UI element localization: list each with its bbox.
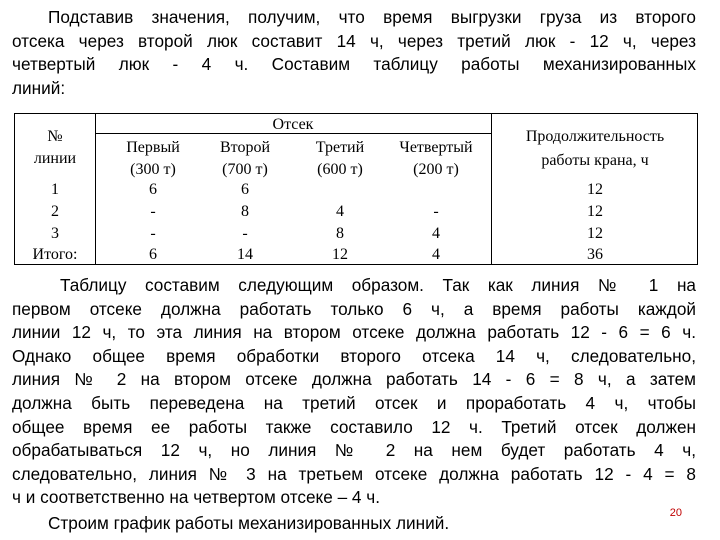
body-line: обрабатываться 12 ч, но линия № 2 на нем будет работать 4 ч, — [12, 440, 696, 461]
table-cell-duration: 12 — [587, 181, 603, 198]
table-cell: - — [242, 225, 248, 242]
table-cell: 14 — [237, 246, 253, 263]
table-cell: - — [150, 225, 156, 242]
header-duration: Продолжительность — [525, 128, 665, 145]
intro-line: линий: — [12, 77, 66, 98]
table-cell: - — [433, 203, 439, 220]
table-row-total-label: Итого: — [32, 246, 78, 263]
page-number: 20 — [669, 507, 682, 519]
header-col-1: Первый — [126, 139, 180, 156]
header-col-3-load: (600 т) — [317, 161, 363, 178]
body-line: линии 12 ч, то эта линия на втором отсеке должна работать 12 - 6 = 6 ч. — [12, 322, 696, 343]
mechanized-lines-table — [14, 113, 698, 265]
intro-line: Подставив значения, получим, что время выгрузки груза из второго — [48, 7, 696, 27]
header-compartment: Отсек — [272, 116, 314, 133]
table-cell: 4 — [432, 225, 440, 242]
body-line: Таблицу составим следующим образом. Так как линия № 1 на — [60, 275, 696, 295]
header-col-2: Второй — [219, 139, 270, 156]
body-line: должна быть переведена на третий отсек и проработать 4 ч, чтобы — [12, 392, 696, 413]
header-col-1-load: (300 т) — [130, 161, 176, 178]
intro-paragraph — [12, 6, 696, 100]
table-cell: - — [150, 203, 156, 220]
table-row-line: 1 — [51, 181, 59, 198]
table-row-line: 2 — [51, 203, 59, 220]
header-col-3: Третий — [315, 139, 365, 156]
body-paragraph — [12, 274, 696, 510]
table-cell: 6 — [149, 181, 157, 198]
header-line-no: № — [47, 128, 63, 145]
body-line: Однако общее время обработки второго отсека 14 ч, следовательно, — [12, 345, 696, 366]
header-col-2-load: (700 т) — [222, 161, 268, 178]
body-line: следовательно, линия № 3 на третьем отсеке должна работать 12 - 4 = 8 — [12, 463, 696, 484]
header-col-4: Четвертый — [399, 139, 473, 156]
closing-line-text: Строим график работы механизированных линий. — [48, 513, 450, 533]
table-row-line: 3 — [51, 225, 59, 242]
table-cell-duration: 36 — [587, 246, 603, 263]
intro-line: отсека через второй люк составит 14 ч, через третий люк - 12 ч, через — [12, 30, 696, 51]
body-line: линия № 2 на втором отсеке должна работать 14 - 6 = 8 ч, а затем — [12, 369, 696, 390]
table-cell: 6 — [149, 246, 157, 263]
table-cell: 8 — [336, 225, 344, 242]
table-cell-duration: 12 — [587, 203, 603, 220]
header-duration-sub: работы крана, ч — [541, 152, 649, 169]
header-line-no-sub: линии — [33, 150, 77, 167]
table-cell: 6 — [241, 181, 249, 198]
table-cell-duration: 12 — [587, 225, 603, 242]
table-cell: 12 — [332, 246, 348, 263]
body-line: общее время ее работы также составило 12 ч. Третий отсек должен — [12, 416, 696, 437]
table-cell: 4 — [432, 246, 440, 263]
table-cell: 8 — [241, 203, 249, 220]
body-line: ч и соответственно на четвертом отсеке – 4 ч. — [12, 487, 380, 508]
intro-line: четвертый люк - 4 ч. Составим таблицу работы механизированных — [12, 54, 696, 75]
closing-line — [12, 512, 696, 536]
header-col-4-load: (200 т) — [413, 161, 459, 178]
table-cell: 4 — [336, 203, 344, 220]
body-line: первом отсеке должна работать только 6 ч, а время работы каждой — [12, 298, 696, 319]
